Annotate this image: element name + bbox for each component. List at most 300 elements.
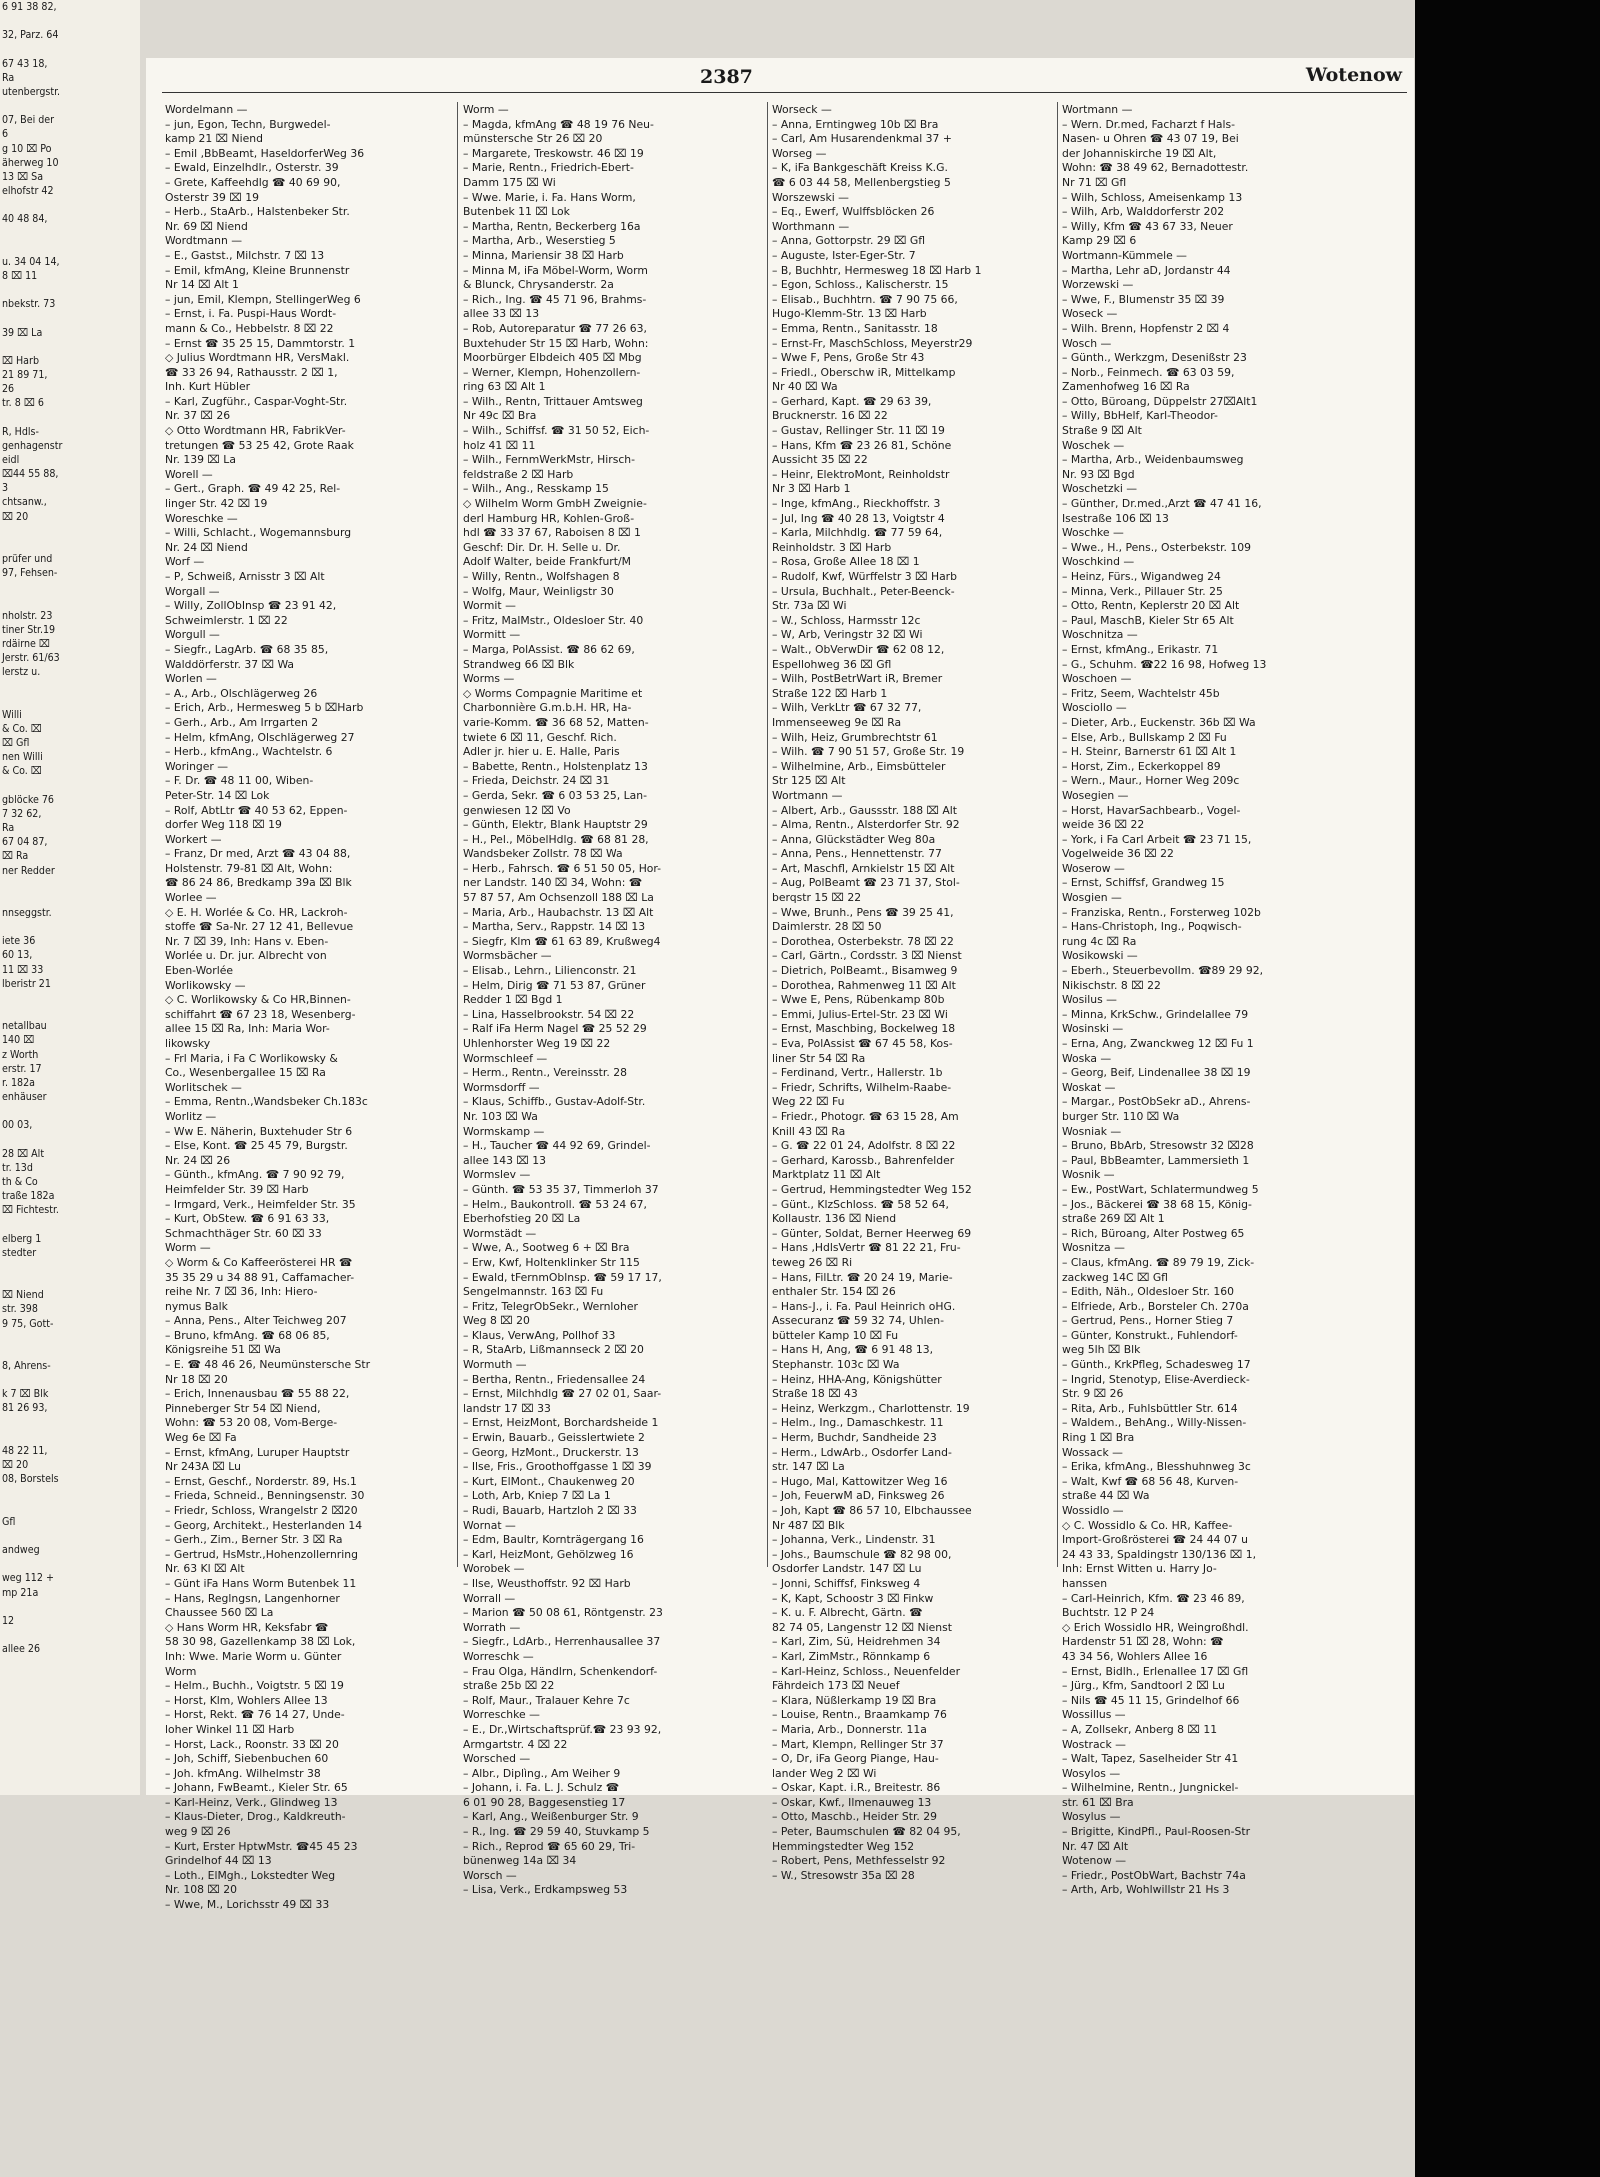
directory-entry-line: 6 01 90 28, Baggesenstieg 17	[463, 1795, 626, 1809]
directory-entry-line: – Carl-Heinrich, Kfm. ☎ 23 46 89,	[1062, 1591, 1245, 1605]
surname-heading: Wossidlo —	[1062, 1504, 1124, 1517]
directory-entry-line: – Robert, Pens, Methfesselstr 92	[772, 1854, 946, 1868]
directory-entry-line: 58 30 98, Gazellenkamp 38 ⌧ Lok,	[165, 1635, 356, 1649]
directory-entry-line: – Wern. Dr.med, Facharzt f Hals-	[1062, 117, 1236, 131]
directory-entry-line: Str 125 ⌧ Alt	[772, 774, 846, 788]
directory-entry-line: – Bruno, BbArb, Stresowstr 32 ⌧28	[1062, 1139, 1254, 1153]
directory-entry-line: – Ewald, Einzelhdlr., Osterstr. 39	[165, 161, 339, 175]
directory-entry-line: – Arth, Arb, Wohlwillstr 21 Hs 3	[1062, 1883, 1230, 1897]
surname-heading: Worgall —	[165, 584, 220, 598]
surname-heading: Wossack —	[1062, 1445, 1123, 1459]
directory-entry-line: Osterstr 39 ⌧ 19	[165, 190, 259, 204]
directory-entry-line: Vogelweide 36 ⌧ 22	[1062, 847, 1174, 861]
directory-entry-line: – Wilh., Rentn, Trittauer Amtsweg	[463, 394, 643, 408]
surname-heading: Worlen —	[165, 672, 217, 686]
directory-entry-line: – Herm., Rentn., Vereinsstr. 28	[463, 1066, 627, 1080]
surname-heading: Worrath —	[463, 1620, 521, 1634]
fragment-line: 8 ⌧ 11	[2, 269, 38, 282]
directory-entry-line: Hemmingstedter Weg 152	[772, 1839, 915, 1853]
directory-entry-line: – Martha, Arb., Weserstieg 5	[463, 234, 616, 248]
surname-heading: Worobek —	[463, 1562, 525, 1576]
fragment-line: 07, Bei der	[2, 114, 55, 127]
directory-entry-line: Inh: Wwe. Marie Worm u. Günter	[165, 1649, 342, 1663]
surname-heading: Worlee —	[165, 891, 217, 905]
directory-entry-line: – Willi, Schlacht., Wogemannsburg	[165, 526, 352, 540]
fragment-line: ⌧ Harb	[2, 354, 39, 367]
directory-entry-line: – Albert, Arb., Gaussstr. 188 ⌧ Alt	[772, 803, 958, 817]
directory-entry-line: – Brigitte, KindPfl., Paul-Roosen-Str	[1062, 1825, 1251, 1839]
directory-entry-line: ◇ Worm & Co Kaffeerösterei HR ☎	[165, 1255, 353, 1269]
directory-entry-line: – Wilh, VerkLtr ☎ 67 32 77,	[772, 701, 922, 715]
directory-entry-line: – Frau Olga, Händlrn, Schenkendorf-	[463, 1664, 658, 1678]
directory-entry-line: Aussicht 35 ⌧ 22	[772, 453, 868, 467]
directory-entry-line: Strandweg 66 ⌧ Blk	[463, 657, 575, 671]
directory-entry-line: – Karl, ZimMstr., Rönnkamp 6	[772, 1649, 931, 1663]
directory-entry-line: – Anna, Glückstädter Weg 80a	[772, 832, 936, 846]
directory-entry-line: – Günt iFa Hans Worm Butenbek 11	[165, 1576, 357, 1590]
fragment-line: ⌧ 20	[2, 1459, 29, 1472]
directory-entry-line: – Elisab., Lehrn., Lilienconstr. 21	[463, 964, 637, 978]
directory-entry-line: – Günter, Soldat, Berner Heerweg 69	[772, 1226, 972, 1240]
directory-entry-line: – Gertrud, Pens., Horner Stieg 7	[1062, 1314, 1234, 1328]
surname-heading: Worell —	[165, 467, 213, 481]
directory-entry-line: – Walt, Kwf ☎ 68 56 48, Kurven-	[1062, 1474, 1239, 1488]
fragment-line: 39 ⌧ La	[2, 326, 43, 339]
directory-entry-line: – jun, Emil, Klempn, StellingerWeg 6	[165, 292, 361, 306]
directory-entry-line: – Jonni, Schiffsf, Finksweg 4	[772, 1576, 921, 1590]
directory-entry-line: – Willy, Rentn., Wolfshagen 8	[463, 570, 620, 583]
fragment-line: 28 ⌧ Alt	[2, 1147, 45, 1160]
directory-entry-line: tretungen ☎ 53 25 42, Grote Raak	[165, 438, 354, 452]
directory-entry-line: – Wern., Maur., Horner Weg 209c	[1062, 774, 1240, 788]
directory-entry-line: – Joh. kfmAng. Wilhelmstr 38	[165, 1766, 321, 1780]
surname-heading: Wormstädt —	[463, 1226, 537, 1240]
fragment-line	[0, 595, 140, 609]
surname-heading: Wosylos —	[1062, 1766, 1121, 1780]
surname-heading: Woskat —	[1062, 1080, 1116, 1094]
directory-entry-line: ◇ Wilhelm Worm GmbH Zweignie-	[463, 497, 647, 511]
directory-entry-line: – Karl-Heinz, Schloss., Neuenfelder	[772, 1664, 961, 1678]
directory-entry-line: ◇ C. Wossidlo & Co. HR, Kaffee-	[1062, 1518, 1233, 1532]
directory-entry-line: – Klaus, VerwAng, Pollhof 33	[463, 1328, 616, 1342]
directory-entry-line: straße 44 ⌧ Wa	[1062, 1489, 1150, 1503]
directory-entry-line: – Irmgard, Verk., Heimfelder Str. 35	[165, 1197, 356, 1211]
fragment-line: utenbergstr.	[2, 85, 61, 98]
directory-entry-line: – jun, Egon, Techn, Burgwedel-	[165, 117, 331, 131]
directory-entry-line: Buxtehuder Str 15 ⌧ Harb, Wohn:	[463, 336, 649, 350]
directory-entry-line: – Heinz, Fürs., Wigandweg 24	[1062, 570, 1221, 583]
directory-entry-line: – H. Steinr, Barnerstr 61 ⌧ Alt 1	[1062, 745, 1237, 759]
directory-entry-line: Nr. 7 ⌧ 39, Inh: Hans v. Eben-	[165, 934, 329, 948]
directory-entry-line: ◇ Erich Wossidlo HR, Weingroßhdl.	[1062, 1620, 1249, 1634]
directory-entry-line: – Friedr., PostObWart, Bachstr 74a	[1062, 1868, 1246, 1882]
directory-entry-line: – E. ☎ 48 46 26, Neumünstersche Str	[165, 1358, 371, 1372]
directory-entry-line: – Karla, Milchhdlg. ☎ 77 59 64,	[772, 526, 943, 540]
directory-entry-line: Str. 73a ⌧ Wi	[772, 599, 847, 613]
directory-entry-line: – Wilh., Ang., Resskamp 15	[463, 482, 609, 496]
directory-entry-line: – Marie, Rentn., Friedrich-Ebert-	[463, 161, 634, 175]
directory-entry-line: – Günt., KlzSchloss. ☎ 58 52 64,	[772, 1197, 949, 1211]
fragment-line: tiner Str.19	[2, 623, 56, 636]
directory-entry-line: Co., Wesenbergallee 15 ⌧ Ra	[165, 1066, 326, 1080]
fragment-line: 3	[2, 482, 9, 495]
directory-entry-line: – Wilh., FernmWerkMstr, Hirsch-	[463, 453, 635, 467]
directory-entry-line: Wohn: ☎ 53 20 08, Vom-Berge-	[165, 1416, 338, 1430]
directory-entry-line: – Inge, kfmAng., Rieckhoffstr. 3	[772, 497, 941, 511]
directory-entry-line: Uhlenhorster Weg 19 ⌧ 22	[463, 1037, 611, 1050]
directory-entry-line: Reinholdstr. 3 ⌧ Harb	[772, 540, 892, 554]
directory-entry-line: ☎ 86 24 86, Bredkamp 39a ⌧ Blk	[165, 876, 352, 890]
directory-entry-line: – Aug, PolBeamt ☎ 23 71 37, Stol-	[772, 876, 960, 890]
directory-entry-line: stoffe ☎ Sa-Nr. 27 12 41, Bellevue	[165, 920, 354, 934]
directory-entry-line: – Horst, Rekt. ☎ 76 14 27, Unde-	[165, 1708, 345, 1722]
directory-entry-line: – Willy, ZollObInsp ☎ 23 91 42,	[165, 599, 337, 613]
directory-entry-line: – H., Pel., MöbelHdlg. ☎ 68 81 28,	[463, 832, 649, 846]
directory-entry-line: – Rich., Ing. ☎ 45 71 96, Brahms-	[463, 292, 647, 306]
directory-entry-line: – Erwin, Bauarb., Geisslertwiete 2	[463, 1431, 645, 1445]
surname-heading: Wosinski —	[1062, 1022, 1124, 1036]
fragment-line	[0, 1005, 140, 1019]
surname-heading: Worsch —	[463, 1868, 517, 1882]
fragment-line: 40 48 84,	[2, 213, 48, 226]
directory-entry-line: – Rosa, Große Allee 18 ⌧ 1	[772, 555, 920, 569]
surname-heading: Worreschke —	[463, 1708, 540, 1722]
directory-entry-line: – Carl, Am Husarendenkmal 37 +	[772, 132, 952, 146]
directory-entry-line: – Otto, Büroang, Düppelstr 27⌧Alt1	[1062, 394, 1258, 408]
fragment-line	[0, 14, 140, 28]
surname-heading: Worlikowsky —	[165, 978, 246, 992]
directory-entry-line: – Otto, Rentn, Keplerstr 20 ⌧ Alt	[1062, 599, 1240, 613]
surname-heading: Wortmann —	[1062, 103, 1133, 116]
directory-entry-line: Weg 6e ⌧ Fa	[165, 1431, 237, 1445]
fragment-line: 7 32 62,	[2, 807, 42, 820]
fragment-line: 97, Fehsen-	[2, 567, 58, 580]
directory-entry-line: – Friedr, Schrifts, Wilhelm-Raabe-	[772, 1080, 952, 1094]
directory-entry-line: bünenweg 14a ⌧ 34	[463, 1854, 577, 1868]
surname-heading: Wormslev —	[463, 1168, 531, 1182]
directory-entry-line: – Ernst, kfmAng, Luruper Hauptstr	[165, 1445, 350, 1459]
fragment-line: allee 26	[2, 1643, 41, 1656]
directory-entry-line: – Wilh., Schiffsf. ☎ 31 50 52, Eich-	[463, 424, 650, 438]
directory-entry-line: allee 33 ⌧ 13	[463, 307, 540, 321]
surname-heading: Worthmann —	[772, 219, 850, 233]
surname-heading: Wortmann —	[772, 788, 843, 802]
directory-entry-line: – Rudi, Bauarb, Hartzloh 2 ⌧ 33	[463, 1504, 637, 1517]
fragment-line: 13 ⌧ Sa	[2, 170, 44, 183]
fragment-line: ⌧44 55 88,	[2, 468, 59, 481]
surname-heading: Worrall —	[463, 1591, 516, 1605]
directory-entry-line: – Jul, Ing ☎ 40 28 13, Voigtstr 4	[772, 511, 945, 525]
directory-entry-line: Chaussee 560 ⌧ La	[165, 1606, 274, 1620]
header-rule	[162, 92, 1407, 93]
fragment-line	[0, 1274, 140, 1288]
directory-entry-line: – R., Ing. ☎ 29 59 40, Stuvkamp 5	[463, 1825, 650, 1839]
fragment-line: 08, Borstels	[2, 1473, 59, 1486]
directory-entry-line: – Gustav, Rellinger Str. 11 ⌧ 19	[772, 424, 945, 438]
fragment-line: iete 36	[2, 935, 36, 948]
fragment-line: & Co. ⌧	[2, 722, 42, 735]
directory-entry-line: Hardenstr 51 ⌧ 28, Wohn: ☎	[1062, 1635, 1224, 1649]
surname-heading: Worlitschek —	[165, 1080, 242, 1094]
fragment-line: äherweg 10	[2, 156, 59, 169]
directory-entry-line: Wohn: ☎ 38 49 62, Bernadottestr.	[1062, 161, 1249, 175]
directory-entry-line: schiffahrt ☎ 67 23 18, Wesenberg-	[165, 1007, 356, 1021]
directory-entry-line: – Frieda, Schneid., Benningsenstr. 30	[165, 1489, 365, 1503]
surname-heading: Wosnik —	[1062, 1168, 1115, 1182]
directory-entry-line: – Wwe, Brunh., Pens ☎ 39 25 41,	[772, 905, 954, 919]
fragment-line: elberg 1	[2, 1232, 42, 1245]
directory-entry-line: – Rolf, AbtLtr ☎ 40 53 62, Eppen-	[165, 803, 348, 817]
directory-entry-line: Schweimlerstr. 1 ⌧ 22	[165, 613, 288, 627]
directory-entry-line: – Johanna, Verk., Lindenstr. 31	[772, 1533, 936, 1547]
directory-entry-line: – Karl, Zim, Sü, Heidrehmen 34	[772, 1635, 941, 1649]
directory-entry-line: – Horst, Zim., Eckerkoppel 89	[1062, 759, 1221, 773]
directory-entry-line: – Helm., Ing., Damaschkestr. 11	[772, 1416, 944, 1430]
directory-entry-line: Wandsbeker Zollstr. 78 ⌧ Wa	[463, 847, 623, 861]
fragment-line: r. 182a	[2, 1076, 36, 1089]
directory-entry-line: – Georg, HzMont., Druckerstr. 13	[463, 1445, 639, 1459]
surname-heading: Wostrack —	[1062, 1737, 1126, 1751]
directory-entry-line: – Gerhard, Karossb., Bahrenfelder	[772, 1153, 955, 1167]
directory-entry-line: – Karl, Ang., Weißenburger Str. 9	[463, 1810, 639, 1824]
directory-entry-line: – Kurt, ObStew. ☎ 6 91 63 33,	[165, 1212, 330, 1226]
directory-entry-line: – Egon, Schloss., Kalischerstr. 15	[772, 278, 949, 292]
fragment-line	[0, 1260, 140, 1274]
directory-entry-line: bütteler Kamp 10 ⌧ Fu	[772, 1328, 899, 1342]
fragment-line: enhäuser	[2, 1091, 47, 1104]
surname-heading: Woserow —	[1062, 861, 1125, 875]
directory-entry-line: varie-Komm. ☎ 36 68 52, Matten-	[463, 715, 649, 729]
surname-heading: Worsched —	[463, 1752, 531, 1766]
directory-entry-line: – York, i Fa Carl Arbeit ☎ 23 71 15,	[1062, 832, 1252, 846]
directory-entry-line: – Gerh., Arb., Am Irrgarten 2	[165, 715, 319, 729]
directory-entry-line: berqstr 15 ⌧ 22	[772, 891, 862, 905]
directory-entry-line: – W., Schloss, Harmsstr 12c	[772, 613, 921, 627]
directory-entry-line: – Ernst ☎ 35 25 15, Dammtorstr. 1	[165, 336, 356, 350]
fragment-line	[0, 1529, 140, 1543]
directory-entry-line: feldstraße 2 ⌧ Harb	[463, 467, 574, 481]
directory-entry-line: – Ernst, Schiffsf, Grandweg 15	[1062, 876, 1225, 890]
directory-entry-line: – Hans-Christoph, Ing., Poqwisch-	[1062, 920, 1242, 934]
directory-entry-line: – Hans H, Ang, ☎ 6 91 48 13,	[772, 1343, 934, 1357]
fragment-line	[0, 1416, 140, 1430]
directory-entry-line: – Wilhelmine, Arb., Eimsbütteler	[772, 759, 946, 773]
directory-entry-line: Pinneberger Str 54 ⌧ Niend,	[165, 1401, 321, 1415]
fragment-line: z Worth	[2, 1048, 39, 1061]
fragment-line	[0, 241, 140, 255]
directory-entry-line: – Georg, Architekt., Hesterlanden 14	[165, 1518, 363, 1532]
fragment-line: Jerstr. 61/63	[2, 652, 60, 665]
directory-entry-line: – Klaus-Dieter, Drog., Kaldkreuth-	[165, 1810, 346, 1824]
directory-entry-line: Worm	[165, 1664, 197, 1678]
fragment-line: andweg	[2, 1544, 40, 1557]
surname-heading: Worm —	[463, 103, 509, 116]
directory-entry-line: – Marion ☎ 50 08 61, Röntgenstr. 23	[463, 1606, 663, 1620]
directory-entry-line: – Hans, Kfm ☎ 23 26 81, Schöne	[772, 438, 952, 452]
directory-entry-line: – Emil ,BbBeamt, HaseldorferWeg 36	[165, 146, 365, 160]
directory-entry-line: – Fritz, TelegrObSekr., Wernloher	[463, 1299, 638, 1313]
fragment-line	[0, 680, 140, 694]
directory-entry-line: Ring 1 ⌧ Bra	[1062, 1431, 1135, 1445]
directory-entry-line: Adler jr. hier u. E. Halle, Paris	[463, 745, 620, 759]
surname-heading: Worm —	[165, 1241, 211, 1255]
fragment-line: k 7 ⌧ Blk	[2, 1388, 49, 1401]
fragment-line: ⌧ Fichtestr.	[2, 1204, 59, 1217]
directory-entry-line: – Horst, Lack., Roonstr. 33 ⌧ 20	[165, 1737, 339, 1751]
fragment-line: 67 04 87,	[2, 836, 48, 849]
surname-heading: Worszewski —	[772, 190, 849, 204]
fragment-line: Willi	[2, 708, 22, 721]
column-divider	[457, 102, 458, 1567]
fragment-line	[0, 1331, 140, 1345]
directory-entry-line: – Minna, KrkSchw., Grindelallee 79	[1062, 1007, 1249, 1021]
fragment-line: 8, Ahrens-	[2, 1360, 51, 1372]
fragment-line	[0, 538, 140, 552]
directory-entry-line: Holstenstr. 79-81 ⌧ Alt, Wohn:	[165, 861, 333, 875]
directory-entry-line: – Loth., ElMgh., Lokstedter Weg	[165, 1868, 336, 1882]
surname-heading: Wormsbächer —	[463, 949, 552, 963]
directory-entry-line: Marktplatz 11 ⌧ Alt	[772, 1168, 881, 1182]
directory-entry-line: – Ilse, Fris., Groothoffgasse 1 ⌧ 39	[463, 1460, 652, 1474]
directory-entry-line: ☎ 33 26 94, Rathausstr. 2 ⌧ 1,	[165, 365, 338, 379]
directory-entry-line: – Lisa, Verk., Erdkampsweg 53	[463, 1883, 628, 1897]
directory-entry-line: – Minna, Mariensir 38 ⌧ Harb	[463, 248, 624, 262]
directory-entry-line: – Horst, HavarSachbearb., Vogel-	[1062, 803, 1241, 817]
directory-entry-line: Inh: Ernst Witten u. Harry Jo-	[1062, 1562, 1217, 1576]
fragment-line: chtsanw.,	[2, 496, 47, 509]
directory-entry-line: Nr 18 ⌧ 20	[165, 1372, 228, 1386]
fragment-line: str. 398	[2, 1303, 38, 1316]
directory-entry-line: – K, iFa Bankgeschäft Kreiss K.G.	[772, 161, 948, 175]
directory-entry-line: ◇ E. H. Worlée & Co. HR, Lackroh-	[165, 905, 348, 919]
directory-entry-line: – Helm., Buchh., Voigtstr. 5 ⌧ 19	[165, 1679, 344, 1693]
directory-entry-line: ◇ Worms Compagnie Maritime et	[463, 686, 643, 700]
surname-heading: Woreschke —	[165, 511, 238, 525]
surname-heading: Wordelmann —	[165, 103, 248, 116]
directory-entry-line: Nr 49c ⌧ Bra	[463, 409, 537, 423]
directory-entry-line: loher Winkel 11 ⌧ Harb	[165, 1722, 295, 1736]
fragment-line	[0, 694, 140, 708]
directory-entry-line: landstr 17 ⌧ 33	[463, 1401, 551, 1415]
directory-entry-line: – Lina, Hasselbrookstr. 54 ⌧ 22	[463, 1007, 635, 1021]
fragment-line: g 10 ⌧ Po	[2, 142, 52, 155]
fragment-line	[0, 779, 140, 793]
directory-entry-line: – Ernst-Fr, MaschSchloss, Meyerstr29	[772, 336, 973, 350]
directory-entry-line: 82 74 05, Langenstr 12 ⌧ Nienst	[772, 1620, 952, 1634]
directory-entry-line: Nr 243A ⌧ Lu	[165, 1460, 241, 1474]
fragment-line: 12	[2, 1614, 15, 1627]
directory-entry-line: – Georg, Beif, Lindenallee 38 ⌧ 19	[1062, 1066, 1251, 1080]
directory-entry-line: – Norb., Feinmech. ☎ 63 03 59,	[1062, 365, 1235, 379]
directory-entry-line: – Else, Arb., Bullskamp 2 ⌧ Fu	[1062, 730, 1227, 744]
surname-heading: Wormitt —	[463, 628, 521, 642]
directory-entry-line: Nr. 69 ⌧ Niend	[165, 219, 248, 233]
directory-entry-line: Eben-Worlée	[165, 964, 233, 978]
fragment-line: & Co. ⌧	[2, 765, 42, 778]
page-number: 2387	[700, 66, 753, 88]
surname-heading: Worf —	[165, 555, 205, 569]
directory-entry-line: weg 9 ⌧ 26	[165, 1825, 231, 1839]
directory-entry-line: – Ew., PostWart, Schlatermundweg 5	[1062, 1182, 1259, 1196]
directory-entry-line: – Peter, Baumschulen ☎ 82 04 95,	[772, 1825, 961, 1839]
directory-entry-line: Eberhofstieg 20 ⌧ La	[463, 1212, 581, 1226]
directory-entry-line: ring 63 ⌧ Alt 1	[463, 380, 546, 394]
surname-heading: Woschek —	[1062, 438, 1125, 452]
directory-entry-line: Worlée u. Dr. jur. Albrecht von	[165, 949, 327, 963]
directory-entry-line: – Hans, Reglngsn, Langenhorner	[165, 1591, 340, 1605]
directory-entry-line: – Rob, Autoreparatur ☎ 77 26 63,	[463, 321, 647, 335]
directory-entry-line: – Anna, Gottorpstr. 29 ⌧ Gfl	[772, 234, 926, 248]
fragment-line: ⌧ Niend	[2, 1289, 44, 1302]
surname-heading: Wosgien —	[1062, 891, 1122, 905]
directory-entry-line: – Elfriede, Arb., Borsteler Ch. 270a	[1062, 1299, 1249, 1313]
directory-column-4	[1062, 103, 1332, 1897]
fragment-line: nholstr. 23	[2, 609, 53, 622]
surname-heading: Woschoen —	[1062, 672, 1132, 686]
directory-entry-line: – Hugo, Mal, Kattowitzer Weg 16	[772, 1474, 948, 1488]
fragment-line	[0, 1486, 140, 1500]
directory-entry-line: – Gerhard, Kapt. ☎ 29 63 39,	[772, 394, 932, 408]
directory-entry-line: – Heinz, HHA-Ang, Königshütter	[772, 1372, 942, 1386]
directory-entry-line: – K. u. F. Albrecht, Gärtn. ☎	[772, 1606, 923, 1620]
directory-entry-line: – Helm, kfmAng, Olschlägerweg 27	[165, 730, 355, 744]
directory-entry-line: – Heinr, ElektroMont, Reinholdstr	[772, 467, 950, 481]
directory-entry-line: linger Str. 42 ⌧ 19	[165, 497, 268, 511]
directory-entry-line: – Erika, kfmAng., Blesshuhnweg 3c	[1062, 1460, 1251, 1474]
directory-entry-line: – Gerh., Zim., Berner Str. 3 ⌧ Ra	[165, 1533, 343, 1547]
directory-entry-line: – F. Dr. ☎ 48 11 00, Wiben-	[165, 774, 314, 788]
fragment-line	[0, 311, 140, 325]
directory-entry-line: – Oskar, Kapt. i.R., Breitestr. 86	[772, 1781, 941, 1795]
fragment-line	[0, 227, 140, 241]
directory-entry-line: – Louise, Rentn., Braamkamp 76	[772, 1708, 947, 1722]
directory-entry-line: – Wwe F, Pens, Große Str 43	[772, 351, 925, 365]
directory-entry-line: – Wilh. ☎ 7 90 51 57, Große Str. 19	[772, 745, 965, 759]
directory-entry-line: weide 36 ⌧ 22	[1062, 818, 1145, 832]
directory-entry-line: – O, Dr, iFa Georg Piange, Hau-	[772, 1752, 939, 1766]
directory-entry-line: – Fritz, Seem, Wachtelstr 45b	[1062, 686, 1220, 700]
directory-entry-line: – Elisab., Buchhtrn. ☎ 7 90 75 66,	[772, 292, 958, 306]
directory-entry-line: straße 25b ⌧ 22	[463, 1679, 555, 1693]
directory-entry-line: – Helm, Dirig ☎ 71 53 87, Grüner	[463, 978, 646, 992]
directory-entry-line: – Martha, Serv., Rappstr. 14 ⌧ 13	[463, 920, 646, 934]
directory-entry-line: – Art, Maschfl, Arnkielstr 15 ⌧ Alt	[772, 861, 955, 875]
directory-entry-line: – Erw, Kwf, Holtenklinker Str 115	[463, 1255, 640, 1269]
directory-entry-line: ◇ C. Worlikowsky & Co HR,Binnen-	[165, 993, 351, 1007]
directory-entry-line: Butenbek 11 ⌧ Lok	[463, 205, 570, 219]
fragment-line	[0, 878, 140, 892]
directory-entry-line: Nr. 47 ⌧ Alt	[1062, 1839, 1129, 1853]
directory-entry-line: – Dorothea, Rahmenweg 11 ⌧ Alt	[772, 978, 956, 992]
directory-column-3	[772, 103, 1042, 1882]
directory-entry-line: zackweg 14C ⌧ Gfl	[1062, 1270, 1168, 1284]
surname-heading: Wosch —	[1062, 336, 1112, 350]
surname-heading: Wormskamp —	[463, 1124, 545, 1138]
directory-entry-line: – Bruno, kfmAng. ☎ 68 06 85,	[165, 1328, 330, 1342]
directory-entry-line: – Martha, Lehr aD, Jordanstr 44	[1062, 263, 1231, 277]
directory-entry-line: Schmachthäger Str. 60 ⌧ 33	[165, 1226, 322, 1240]
directory-entry-line: – Fritz, MalMstr., Oldesloer Str. 40	[463, 613, 644, 627]
directory-entry-line: Osdorfer Landstr. 147 ⌧ Lu	[772, 1562, 922, 1576]
directory-entry-line: – Albr., Diplìng., Am Weiher 9	[463, 1766, 621, 1780]
directory-entry-line: burger Str. 110 ⌧ Wa	[1062, 1109, 1180, 1123]
directory-entry-line: – Jos., Bäckerei ☎ 38 68 15, König-	[1062, 1197, 1252, 1211]
fragment-line	[0, 198, 140, 212]
fragment-line	[0, 1628, 140, 1642]
surname-heading: Woschkind —	[1062, 555, 1135, 569]
directory-entry-line: – Erna, Ang, Zwanckweg 12 ⌧ Fu 1	[1062, 1037, 1254, 1050]
directory-entry-line: – Frieda, Deichstr. 24 ⌧ 31	[463, 774, 610, 788]
